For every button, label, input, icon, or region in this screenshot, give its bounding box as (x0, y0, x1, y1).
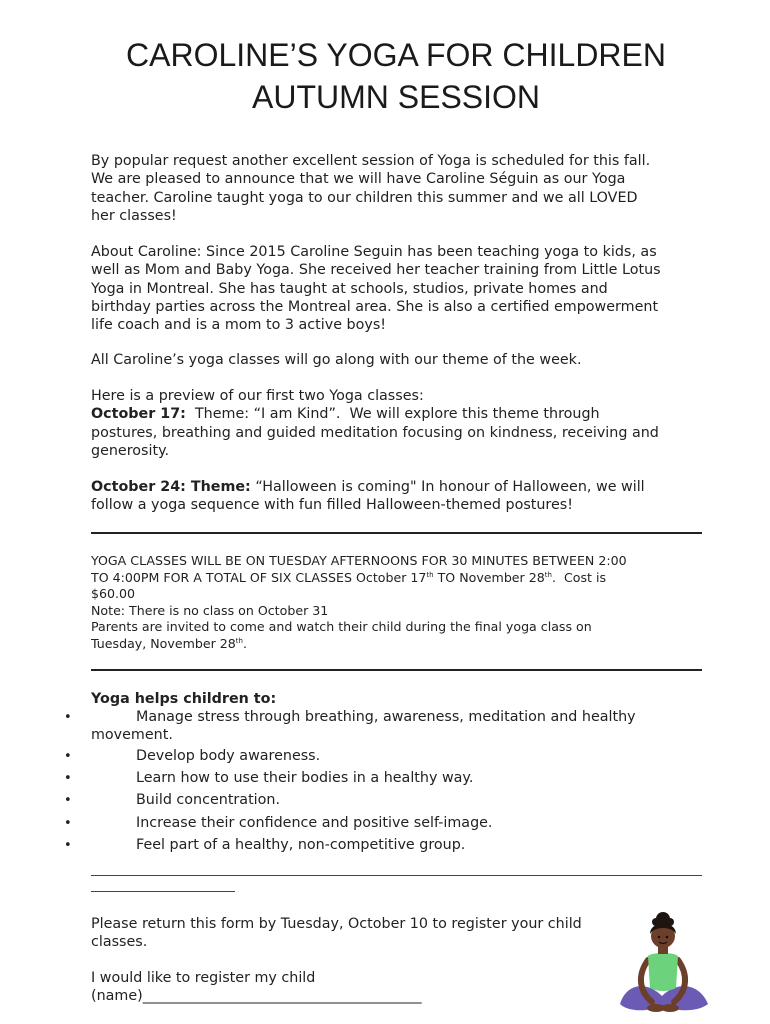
notice-line: Note: There is no class on October 31 (91, 602, 329, 618)
bullet-icon: • (64, 838, 72, 853)
benefits-heading: Yoga helps children to: (91, 691, 277, 707)
preview-heading: Here is a preview of our first two Yoga classes: (91, 388, 424, 404)
list-item: Develop body awareness. (136, 748, 321, 764)
bullet-icon: • (64, 710, 72, 725)
theme-line: All Caroline’s yoga classes will go along with our theme of the week. (91, 352, 582, 368)
schedule-notice (91, 553, 706, 653)
oct24-line: follow a yoga sequence with fun filled Halloween-themed postures! (91, 497, 573, 514)
about-line: well as Mom and Baby Yoga. She received her teacher training from Little Lotus (91, 262, 661, 279)
oct17-text: Theme: “I am Kind”. We will explore this theme through (185, 406, 600, 423)
intro-line: teacher. Caroline taught yoga to our children this summer and we all LOVED (91, 189, 638, 206)
intro-line: her classes! (91, 207, 177, 224)
notice-line: Parents are invited to come and watch their child during the final yoga class on (91, 619, 592, 635)
about-line: Yoga in Montreal. She has taught at schools, studios, private homes and (91, 280, 608, 297)
list-item-continuation: movement. (91, 727, 173, 743)
notice-text: . (242, 635, 247, 651)
intro-line: By popular request another excellent session of Yoga is scheduled for this fall. (91, 153, 651, 169)
oct17-line (91, 405, 711, 423)
intro-paragraph (91, 152, 711, 225)
notice-text: TO 4:00PM FOR A TOTAL OF SIX CLASSES October 17 (91, 569, 427, 585)
list-item: Increase their confidence and positive self-image. (136, 815, 493, 831)
theme-paragraph (91, 351, 711, 369)
title-line-2: AUTUMN SESSION (251, 79, 541, 115)
divider (91, 532, 702, 534)
notice-text: . Cost is (551, 569, 607, 585)
list-item: Manage stress through breathing, awareness, meditation and healthy (136, 709, 636, 725)
notice-line: YOGA CLASSES WILL BE ON TUESDAY AFTERNOONS FOR 30 MINUTES BETWEEN 2:00 (91, 553, 627, 568)
about-line: About Caroline: Since 2015 Caroline Seguin has been teaching yoga to kids, as (91, 244, 657, 260)
return-instructions (91, 915, 611, 952)
about-line: birthday parties across the Montreal area. She is also a certified empowerment (91, 298, 659, 315)
return-line: Please return this form by Tuesday, October 10 to register your child (91, 916, 582, 932)
about-line: life coach and is a mom to 3 active boys! (91, 317, 387, 334)
preview-paragraph (91, 387, 711, 460)
oct24-text: “Halloween is coming" In honour of Halloween, we will (250, 479, 645, 495)
about-paragraph (91, 243, 711, 334)
notice-text: Tuesday, November 28 (91, 635, 236, 651)
bullet-icon: • (64, 749, 72, 764)
child-name-field[interactable]: (name)_______________________________________ (91, 988, 422, 1005)
register-label: I would like to register my child (91, 970, 316, 986)
bullet-icon: • (64, 816, 72, 831)
ordinal-suffix: th (235, 636, 243, 645)
notice-line (91, 570, 706, 587)
return-line: classes. (91, 934, 148, 951)
page-title (60, 34, 732, 118)
title-line-1: CAROLINE’S YOGA FOR CHILDREN (126, 37, 666, 73)
divider (91, 669, 702, 671)
ordinal-suffix: th (426, 570, 434, 579)
notice-text: TO November 28 (433, 569, 545, 585)
list-item: Build concentration. (136, 792, 280, 808)
bullet-icon: • (64, 793, 72, 808)
oct17-label: October 17: (91, 406, 186, 423)
oct17-line: generosity. (91, 442, 170, 459)
bullet-icon: • (64, 771, 72, 786)
notice-line: $60.00 (91, 586, 136, 602)
list-item: Feel part of a healthy, non-competitive group. (136, 837, 466, 853)
signature-line-short (91, 891, 235, 892)
oct17-line: postures, breathing and guided meditation focusing on kindness, receiving and (91, 424, 659, 441)
oct24-paragraph (91, 478, 711, 515)
notice-line (91, 636, 706, 653)
ordinal-suffix: th (544, 570, 552, 579)
signature-line (91, 875, 702, 876)
oct24-label: October 24: Theme: (91, 479, 251, 495)
list-item: Learn how to use their bodies in a healthy way. (136, 770, 474, 786)
oct24-line (91, 478, 711, 496)
child-yoga-pose-illustration (612, 912, 714, 1016)
intro-line: We are pleased to announce that we will have Caroline Séguin as our Yoga (91, 171, 626, 188)
